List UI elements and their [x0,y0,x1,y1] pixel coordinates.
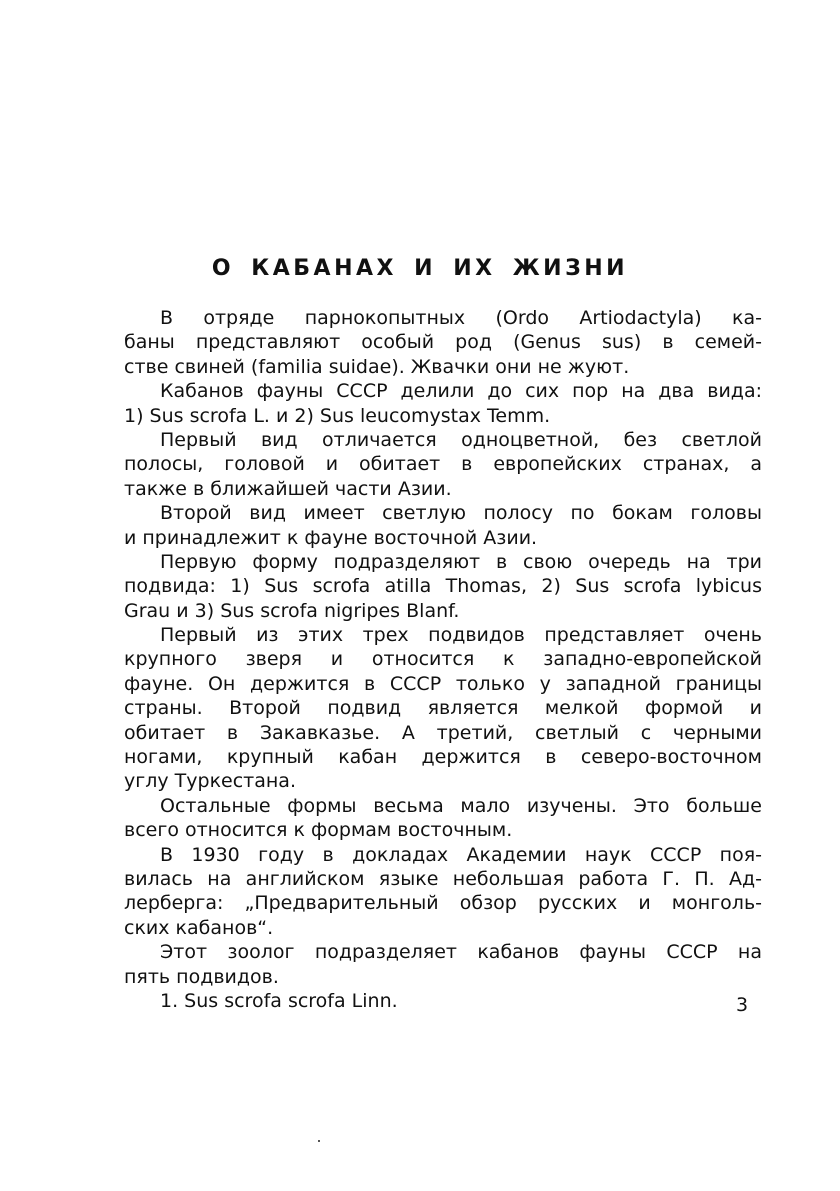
text-line: Grau и 3) Sus scrofa nigripes Blanf. [124,599,460,622]
text-line: Первую форму подразделяют в свою очередь на три [160,550,762,573]
text-line: ских кабанов“. [124,916,274,939]
text-line: Второй вид имеет светлую полосу по бокам головы [160,502,762,525]
text-line: ногами, крупный кабан держится в северо-восточном [124,746,762,769]
text-line: страны. Второй подвид является мелкой формой и [124,697,762,720]
text-line: Кабанов фауны СССР делили до сих пор на два вида: [160,380,762,403]
text-line: Остальные формы весьма мало изучены. Это больше [160,794,762,817]
text-line: углу Туркестана. [124,770,296,793]
text-line: крупного зверя и относится к западно-европейской [124,648,762,671]
text-line: Этот зоолог подразделяет кабанов фауны СССР на [160,941,762,964]
text-line: 1) Sus scrofa L. и 2) Sus leucomystax Temm. [124,404,551,427]
text-line: Первый вид отличается одноцветной, без светлой [160,428,762,451]
text-line: В отряде парнокопытных (Ordo Artiodactyla) ка- [160,307,762,329]
text-line: и принадлежит к фауне восточной Азии. [124,526,538,549]
text-line: подвида: 1) Sus scrofa atilla Thomas, 2) Sus scrofa lybicus [124,575,762,598]
page-number: 3 [736,994,749,1016]
text-line: баны представляют особый род (Genus sus) в семей- [124,331,762,354]
body-text [124,306,762,1013]
text-line: лерберга: „Предварительный обзор русских и монголь- [124,892,762,915]
text-line: вилась на английском языке небольшая работа Г. П. Ад- [124,867,762,890]
text-line: всего относится к формам восточным. [124,819,513,842]
text-line: пять подвидов. [124,965,279,988]
page-title: О КАБАНАХ И ИХ ЖИЗНИ [211,256,629,281]
text-line: В 1930 году в докладах Академии наук СССР поя- [160,843,762,866]
text-line: Первый из этих трех подвидов представляет очень [160,624,762,647]
print-speck [318,1140,320,1142]
text-line: фауне. Он держится в СССР только у западной границы [124,672,762,695]
text-line: также в ближайшей части Азии. [124,477,452,500]
text-line: 1. Sus scrofa scrofa Linn. [160,989,398,1012]
text-line: обитает в Закавказье. А третий, светлый с черными [124,721,762,744]
text-line: полосы, головой и обитает в европейских странах, а [124,453,762,476]
text-line: стве свиней (familia suidae). Жвачки они не жуют. [124,355,630,378]
